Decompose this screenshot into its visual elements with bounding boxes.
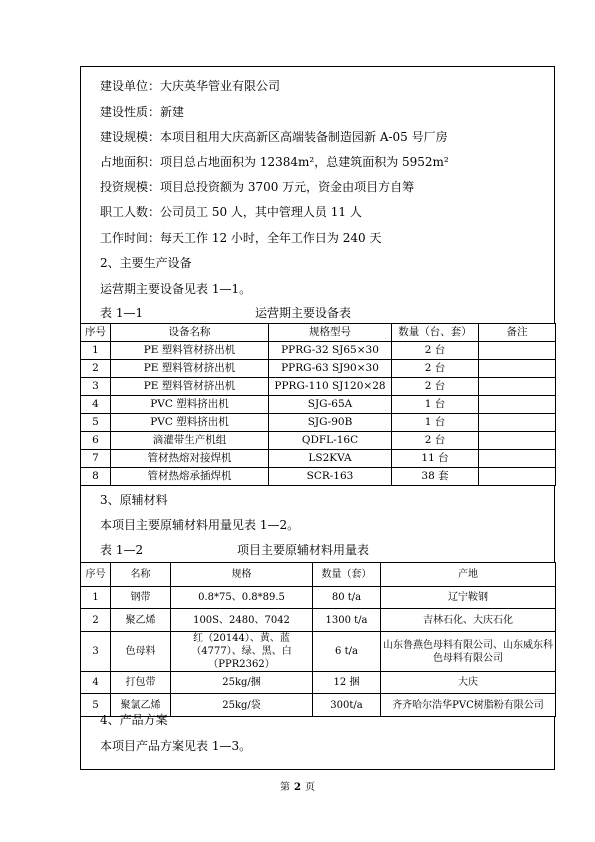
equipment-model: PPRG-110 SJ120×28 — [269, 378, 392, 396]
info-value: 公司员工 50 人，其中管理人员 11 人 — [160, 205, 362, 219]
table-title: 运营期主要设备表 — [255, 306, 352, 320]
table-row — [81, 468, 556, 486]
header-cell: 数量（台、套） — [392, 324, 479, 342]
section-heading-equipment: 2、主要生产设备 — [100, 256, 192, 270]
table-row — [81, 414, 556, 432]
row-number: 1 — [81, 587, 111, 609]
table-row — [81, 396, 556, 414]
material-origin: 齐齐哈尔浩华PVC树脂粉有限公司 — [381, 694, 556, 717]
material-quantity: 1300 t/a — [313, 609, 381, 632]
header-cell: 序号 — [81, 563, 111, 587]
remark-cell — [479, 342, 556, 360]
equipment-model: PPRG-63 SJ90×30 — [269, 360, 392, 378]
material-spec: 0.8*75、0.8*89.5 — [171, 587, 313, 609]
equipment-quantity: 2 台 — [392, 378, 479, 396]
table-row — [81, 432, 556, 450]
equipment-model: SJG-65A — [269, 396, 392, 414]
table-header-row — [81, 324, 556, 342]
table-row — [81, 450, 556, 468]
table-number: 表 1—2 — [100, 543, 144, 557]
equipment-model: PPRG-32 SJ65×30 — [269, 342, 392, 360]
header-cell: 规格型号 — [269, 324, 392, 342]
table-header-row — [81, 563, 556, 587]
remark-cell — [479, 432, 556, 450]
equipment-quantity: 2 台 — [392, 432, 479, 450]
equipment-name: PE 塑料管材挤出机 — [111, 378, 269, 396]
section-intro-products: 本项目产品方案见表 1—3。 — [100, 739, 252, 753]
equipment-model: SCR-163 — [269, 468, 392, 486]
row-number: 4 — [81, 396, 111, 414]
equipment-quantity: 1 台 — [392, 414, 479, 432]
material-origin: 大庆 — [381, 672, 556, 694]
table-row — [81, 342, 556, 360]
page-number: 2 — [294, 782, 301, 793]
material-origin: 山东鲁燕色母料有限公司、山东威东科色母料有限公司 — [381, 632, 556, 672]
section-intro-equipment: 运营期主要设备见表 1—1。 — [100, 282, 252, 296]
equipment-name: 管材热熔承插焊机 — [111, 468, 269, 486]
info-working-hours — [100, 230, 381, 246]
info-floor-area — [100, 154, 449, 170]
header-cell: 产地 — [381, 563, 556, 587]
info-construction-nature — [100, 104, 184, 120]
row-number: 2 — [81, 360, 111, 378]
material-name: 钢带 — [111, 587, 171, 609]
info-construction-scale — [100, 129, 448, 145]
info-value: 新建 — [160, 105, 185, 119]
equipment-model: QDFL-16C — [269, 432, 392, 450]
equipment-quantity: 1 台 — [392, 396, 479, 414]
material-spec: 25kg/袋 — [171, 694, 313, 717]
row-number: 8 — [81, 468, 111, 486]
section-heading-materials: 3、原辅材料 — [100, 493, 168, 507]
header-cell: 序号 — [81, 324, 111, 342]
remark-cell — [479, 378, 556, 396]
info-label: 工作时间： — [100, 231, 161, 245]
page-prefix: 第 — [280, 782, 291, 793]
table-title: 项目主要原辅材料用量表 — [237, 543, 370, 557]
header-cell: 名称 — [111, 563, 171, 587]
equipment-name: PE 塑料管材挤出机 — [111, 342, 269, 360]
info-label: 建设单位： — [100, 79, 161, 93]
info-label: 职工人数： — [100, 205, 161, 219]
info-value: 本项目租用大庆高新区高端装备制造园新 A-05 号厂房 — [160, 130, 448, 144]
info-value: 大庆英华管业有限公司 — [160, 79, 281, 93]
info-label: 建设规模： — [100, 130, 161, 144]
table-row — [81, 632, 556, 672]
info-value: 项目总投资额为 3700 万元，资金由项目方自筹 — [160, 180, 415, 194]
remark-cell — [479, 360, 556, 378]
header-cell: 数量（套） — [313, 563, 381, 587]
equipment-model: SJG-90B — [269, 414, 392, 432]
equipment-table — [80, 323, 556, 486]
equipment-quantity: 11 台 — [392, 450, 479, 468]
row-number: 1 — [81, 342, 111, 360]
info-construction-unit — [100, 78, 280, 94]
material-name: 聚氯乙烯 — [111, 694, 171, 717]
table-row — [81, 672, 556, 694]
table-number: 表 1—1 — [100, 306, 144, 320]
material-quantity: 6 t/a — [313, 632, 381, 672]
info-value: 每天工作 12 小时，全年工作日为 240 天 — [160, 231, 382, 245]
remark-cell — [479, 396, 556, 414]
equipment-quantity: 2 台 — [392, 360, 479, 378]
row-number: 5 — [81, 414, 111, 432]
row-number: 6 — [81, 432, 111, 450]
header-cell: 规格 — [171, 563, 313, 587]
table-row — [81, 609, 556, 632]
material-spec: 红（20144）、黄、蓝（4777）、绿、黑、白（PPR2362） — [171, 632, 313, 672]
row-number: 7 — [81, 450, 111, 468]
material-name: 聚乙烯 — [111, 609, 171, 632]
header-cell: 设备名称 — [111, 324, 269, 342]
material-quantity: 12 捆 — [313, 672, 381, 694]
material-spec: 25kg/捆 — [171, 672, 313, 694]
info-staff — [100, 204, 362, 220]
info-value: 项目总占地面积为 12384m²，总建筑面积为 5952m² — [160, 155, 449, 169]
equipment-name: 滴灌带生产机组 — [111, 432, 269, 450]
material-origin: 吉林石化、大庆石化 — [381, 609, 556, 632]
equipment-name: PVC 塑料挤出机 — [111, 396, 269, 414]
page-suffix: 页 — [304, 782, 315, 793]
row-number: 3 — [81, 632, 111, 672]
material-quantity: 80 t/a — [313, 587, 381, 609]
material-spec: 100S、2480、7042 — [171, 609, 313, 632]
info-label: 占地面积： — [100, 155, 161, 169]
equipment-name: PE 塑料管材挤出机 — [111, 360, 269, 378]
row-number: 4 — [81, 672, 111, 694]
info-label: 投资规模： — [100, 180, 161, 194]
equipment-name: PVC 塑料挤出机 — [111, 414, 269, 432]
materials-table — [80, 562, 556, 717]
material-name: 打包带 — [111, 672, 171, 694]
row-number: 2 — [81, 609, 111, 632]
section-intro-materials: 本项目主要原辅材料用量见表 1—2。 — [100, 518, 300, 532]
info-investment — [100, 179, 414, 195]
table-row — [81, 360, 556, 378]
remark-cell — [479, 468, 556, 486]
equipment-name: 管材热熔对接焊机 — [111, 450, 269, 468]
material-name: 色母料 — [111, 632, 171, 672]
material-origin: 辽宁鞍钢 — [381, 587, 556, 609]
row-number: 5 — [81, 694, 111, 717]
remark-cell — [479, 414, 556, 432]
material-quantity: 300t/a — [313, 694, 381, 717]
equipment-model: LS2KVA — [269, 450, 392, 468]
table-row — [81, 378, 556, 396]
table-row — [81, 587, 556, 609]
equipment-quantity: 2 台 — [392, 342, 479, 360]
remark-cell — [479, 450, 556, 468]
equipment-quantity: 38 套 — [392, 468, 479, 486]
info-label: 建设性质： — [100, 105, 161, 119]
row-number: 3 — [81, 378, 111, 396]
header-cell: 备注 — [479, 324, 556, 342]
section-heading-products: 4、产品方案 — [100, 713, 168, 727]
page-footer — [0, 781, 595, 795]
